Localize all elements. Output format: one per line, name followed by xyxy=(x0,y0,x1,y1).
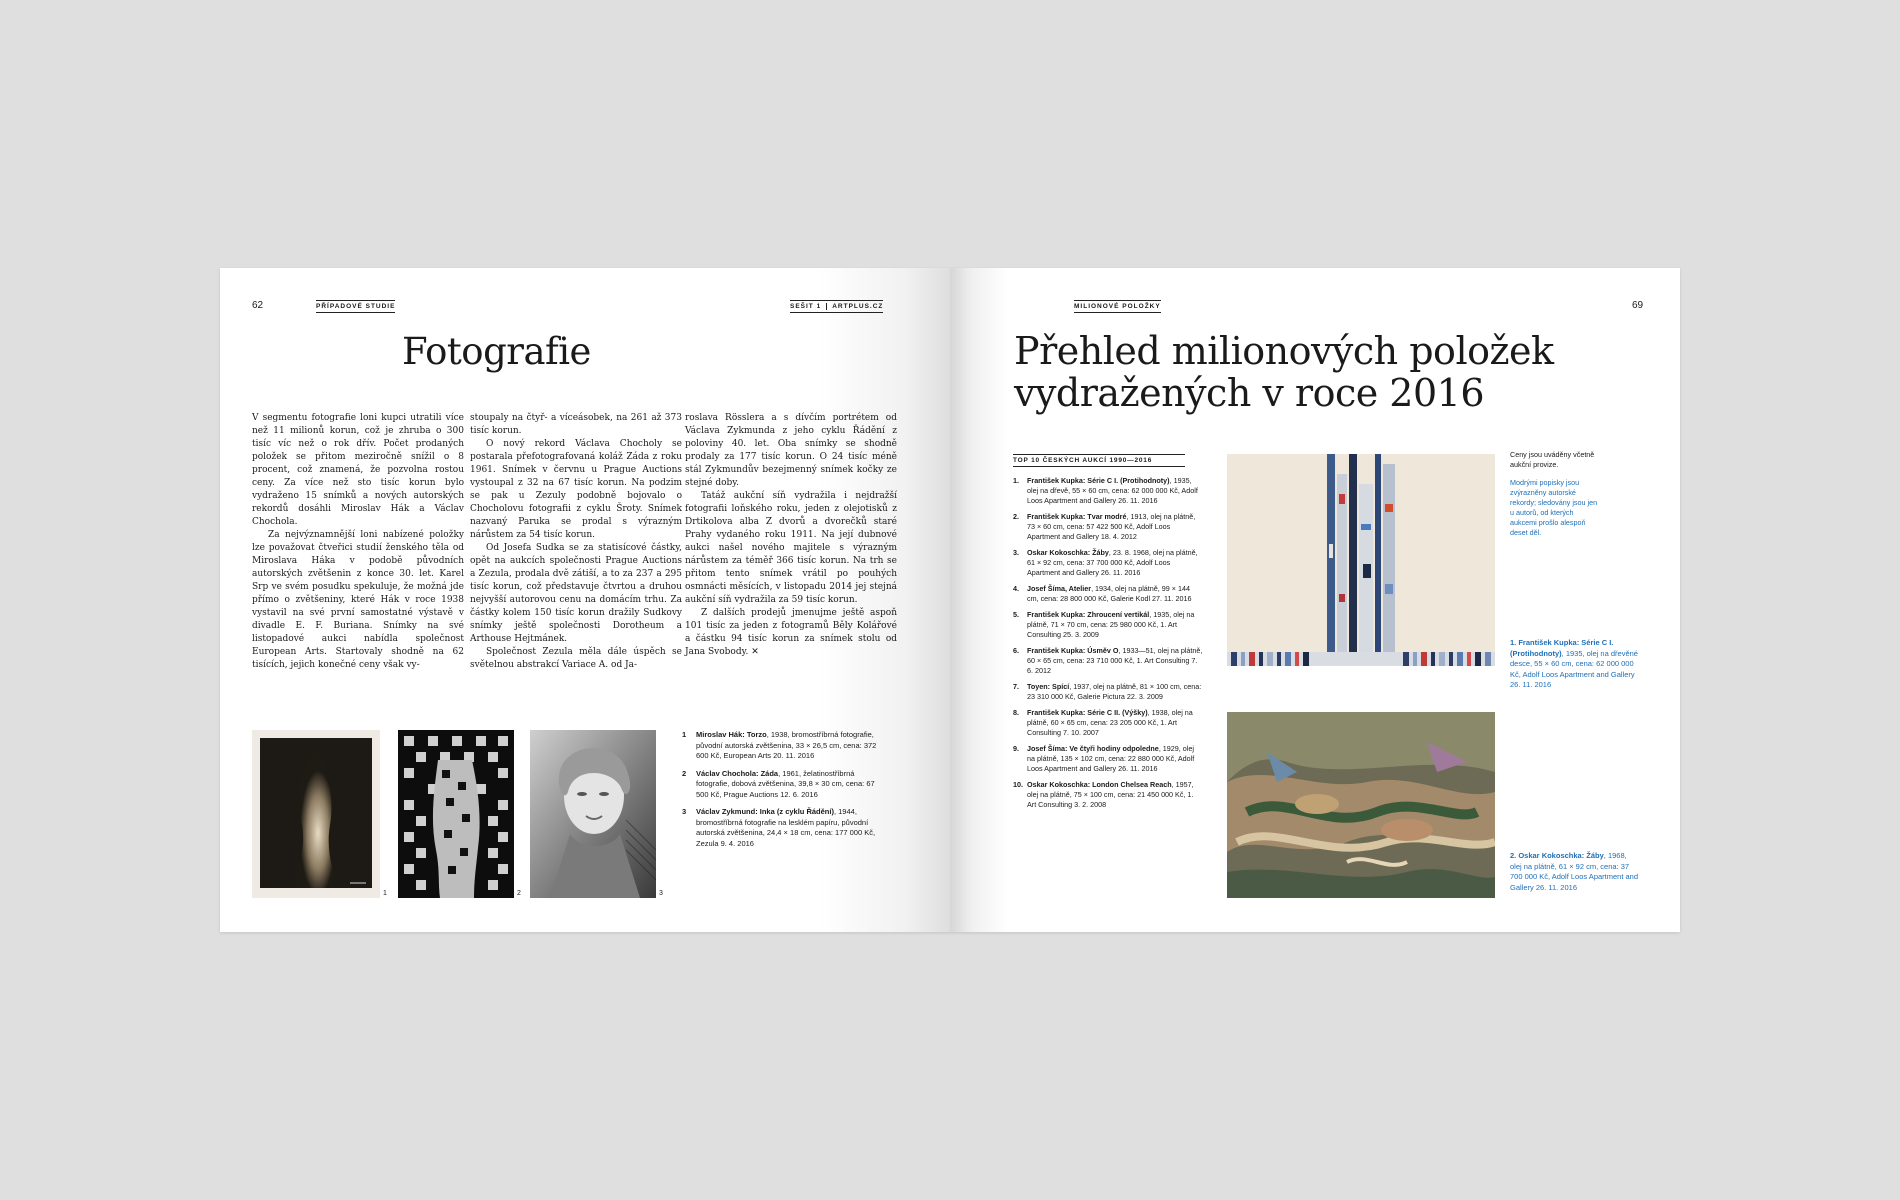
magazine-spread xyxy=(220,268,1680,932)
artwork-kokoschka xyxy=(1227,712,1495,898)
caption-head: Václav Chochola: Záda xyxy=(696,768,779,778)
title-line-1: Přehled milionových položek xyxy=(1014,329,1554,373)
caption-text: , 1961, želatinostříbrná fotografie, dobová zvětšenina, 39,8 × 30 cm, cena: 67 500 Kč, Prague Auctions 12. 6. 2016 xyxy=(696,768,875,799)
list-number: 6. xyxy=(1013,646,1019,655)
photo-number: 2 xyxy=(517,890,521,897)
list-item xyxy=(1013,646,1203,676)
caption-head: Miroslav Hák: Torzo xyxy=(696,730,767,739)
left-page xyxy=(220,268,950,932)
page-title-prehled xyxy=(1014,330,1614,414)
artwork-caption-head: 2. Oskar Kokoschka: Žáby xyxy=(1510,851,1604,860)
series-tag xyxy=(790,300,883,313)
site-tag-label: ARTPLUS.CZ xyxy=(832,303,884,310)
paragraph: Od Josefa Sudka se za statisícové částky, opět na aukcích společnosti Prague Auctions a Zezula, prodala dvě zátiší, a to za 237 a 295 tisíc korun, což představuje čtvrtou a druhou nejvyšší autorovou cenu na domácím trhu. Za částky kolem 150 tisíc korun dražily Sudkovy snímky ještě společnosti Dorotheum a Arthouse Hejtmánek. xyxy=(470,543,682,644)
paragraph: Společnost Zezula měla dále úspěch se světelnou abstrakcí Variace A. od Ja- xyxy=(470,647,682,670)
list-text: , 1937, olej na plátně, 81 × 100 cm, cena: 23 310 000 Kč, Galerie Pictura 22. 3. 2009 xyxy=(1027,682,1202,701)
artwork-caption-1 xyxy=(1510,638,1640,691)
caption-text: , 1938, bromostříbrná fotografie, původní autorská zvětšenina, 33 × 26,5 cm, cena: 372 600 Kč, European Arts 20. 11. 2016 xyxy=(696,730,877,760)
paragraph: Za nejvýznamnější loni nabízené položky lze považovat čtveřici studií ženského těla od Miroslava Háka v podobě původních autorských zvětšenin z konce 30. let. Karel Srp ve svém posudku spekuluje, že možná jde přímo o zvětšeniny, které Hák v roce 1938 vystavil na své první samostatné výstavě v divadle E. F. Buriana. Snímky na své listopadové aukci nabídla společnost European Arts. Startovaly shodně na 62 tisících, jejich konečné ceny však vy- xyxy=(252,530,464,670)
series-tag-label: SEŠIT 1 xyxy=(790,303,822,310)
top10-list xyxy=(1013,476,1203,816)
list-number: 9. xyxy=(1013,744,1019,753)
list-item xyxy=(1013,584,1203,604)
caption-number: 3 xyxy=(682,807,687,816)
list-text: , 1957, olej na plátně, 75 × 100 cm, cena: 21 450 000 Kč, 1. Art Consulting 3. 2. 2008 xyxy=(1027,780,1194,809)
list-text: , 23. 8. 1968, olej na plátně, 61 × 92 cm, cena: 37 700 000 Kč, Adolf Loos Apartment and Gallery 26. 11. 2016 xyxy=(1027,548,1198,577)
side-note xyxy=(1510,450,1600,538)
paragraph: O nový rekord Václava Chocholy se postarala přefotografovaná koláž Záda z roku 1961. Snímek v červnu u Prague Auctions vystoupal z 32 na 67 tisíc korun. Na podzim se pak u Zezuly podobně bojovalo o Chocholovu fotografii z cyklu Šroty. Snímek nazvaný Paruka se prodal s výrazným nárůstem za 54 tisíc korun. xyxy=(470,439,682,540)
photo-captions xyxy=(682,730,882,856)
list-head: František Kupka: Tvar modré xyxy=(1027,512,1127,521)
caption-number: 1 xyxy=(682,730,687,739)
text-column-1 xyxy=(252,412,464,672)
artwork-caption-head: 1. František Kupka: Série C I. (Protihodnoty) xyxy=(1510,638,1614,658)
list-head: František Kupka: Série C II. (Výšky) xyxy=(1027,708,1148,717)
list-number: 8. xyxy=(1013,708,1019,717)
list-head: Oskar Kokoschka: London Chelsea Reach xyxy=(1027,780,1172,789)
photo-number: 3 xyxy=(659,890,663,897)
section-tag-left: PŘÍPADOVÉ STUDIE xyxy=(316,300,395,313)
page-title-fotografie: Fotografie xyxy=(402,330,591,373)
list-item xyxy=(1013,708,1203,738)
list-number: 2. xyxy=(1013,512,1019,521)
list-text: , 1934, olej na plátně, 99 × 144 cm, cena: 28 800 000 Kč, Galerie Kodl 27. 11. 2016 xyxy=(1027,584,1192,603)
photo-number: 1 xyxy=(383,890,387,897)
list-item xyxy=(1013,744,1203,774)
artwork-kupka xyxy=(1227,454,1495,666)
caption-item xyxy=(682,807,882,849)
caption-text: , 1944, bromostříbrná fotografie na lesklém papíru, původní autorská zvětšenina, 24,4 × 18 cm, cena: 177 000 Kč, Zezula 9. 4. 2016 xyxy=(696,807,876,848)
photo-zada xyxy=(398,730,514,898)
list-text: , 1935, olej na plátně, 71 × 70 cm, cena: 25 980 000 Kč, 1. Art Consulting 25. 3. 2009 xyxy=(1027,610,1195,639)
list-item xyxy=(1013,610,1203,640)
text-column-3 xyxy=(685,412,897,659)
list-head: Josef Šíma: Ve čtyři hodiny odpoledne xyxy=(1027,744,1159,753)
list-item xyxy=(1013,548,1203,578)
photo-inka xyxy=(530,730,656,898)
list-text: , 1935, olej na dřevě, 55 × 60 cm, cena: 62 000 000 Kč, Adolf Loos Apartment and Gallery 26. 11. 2016 xyxy=(1027,476,1198,505)
list-item xyxy=(1013,780,1203,810)
artwork-caption-text: , 1935, olej na dřevěné desce, 55 × 60 cm, cena: 62 000 000 Kč, Adolf Loos Apartment and Gallery 26. 11. 2016 xyxy=(1510,648,1638,689)
list-text: , 1929, olej na plátně, 135 × 102 cm, cena: 22 880 000 Kč, Adolf Loos Apartment and Gallery 26. 11. 2016 xyxy=(1027,744,1195,773)
caption-number: 2 xyxy=(682,768,687,778)
paragraph: Z dalších prodejů jmenujme ještě aspoň 101 tisíc za jeden z fotogramů Běly Kolářové a částku 94 tisíc korun za snímek stolu od Jana Svobody. ✕ xyxy=(685,608,897,657)
list-text: , 1938, olej na plátně, 60 × 65 cm, cena: 23 205 000 Kč, 1. Art Consulting 7. 10. 2007 xyxy=(1027,708,1193,737)
caption-item xyxy=(682,769,882,801)
list-text: , 1913, olej na plátně, 73 × 60 cm, cena: 57 422 500 Kč, Adolf Loos Apartment and Gallery 18. 4. 2012 xyxy=(1027,512,1196,541)
list-number: 7. xyxy=(1013,682,1019,691)
paragraph: Tatáž aukční síň vydražila i nejdražší fotografii loňského roku, jeden z olejotisků z Drtikolova alba Z dvorů a dvorečků staré Prahy vydaného roku 1911. Na její dubnové aukci našel nového majitele s výrazným nárůstem za téměř 366 tisíc korun. Na trh se přitom tento snímek vrátil po pouhých osmnácti měsících, v listopadu 2014 jej stejná aukční síň vydražila za 59 tisíc korun. xyxy=(685,491,897,605)
title-line-2: vydražených v roce 2016 xyxy=(1014,371,1485,415)
right-page xyxy=(950,268,1680,932)
side-note-blue: Modrými popisky jsou zvýrazněny autorské rekordy; sledovány jsou jen u autorů, od kterých aukcemi prošlo alespoň deset děl. xyxy=(1510,478,1598,537)
page-number-left: 62 xyxy=(252,300,264,311)
list-number: 5. xyxy=(1013,610,1019,619)
list-head: Oskar Kokoschka: Žáby xyxy=(1027,548,1109,557)
side-note-text: Ceny jsou uváděny včetně aukční provize. xyxy=(1510,450,1595,469)
list-head: František Kupka: Série C I. (Protihodnoty) xyxy=(1027,476,1170,485)
artwork-caption-2 xyxy=(1510,851,1640,893)
list-item xyxy=(1013,682,1203,702)
artwork-caption-text: , 1968, olej na plátně, 61 × 92 cm, cena: 37 700 000 Kč, Adolf Loos Apartment and Gallery 26. 11. 2016 xyxy=(1510,851,1639,892)
top10-list-title: TOP 10 ČESKÝCH AUKCÍ 1990—2016 xyxy=(1013,454,1185,467)
page-number-right: 69 xyxy=(1632,300,1644,311)
text-column-2 xyxy=(470,412,682,672)
list-item xyxy=(1013,476,1203,506)
list-text: , 1933—51, olej na plátně, 60 × 65 cm, cena: 23 710 000 Kč, 1. Art Consulting 7. 6. 2012 xyxy=(1027,646,1203,675)
list-head: František Kupka: Zhroucení vertikál xyxy=(1027,610,1150,619)
list-number: 10. xyxy=(1013,780,1023,789)
caption-item xyxy=(682,730,882,762)
list-head: Toyen: Spící xyxy=(1027,682,1070,691)
caption-head: Václav Zykmund: Inka (z cyklu Řádění) xyxy=(696,807,834,816)
list-item xyxy=(1013,512,1203,542)
paragraph: stoupaly na čtyř- a víceásobek, na 261 až 373 tisíc korun. xyxy=(470,413,682,436)
list-head: František Kupka: Úsměv O xyxy=(1027,646,1119,655)
photo-torzo xyxy=(252,730,380,898)
list-number: 4. xyxy=(1013,584,1019,593)
list-number: 3. xyxy=(1013,548,1019,557)
list-number: 1. xyxy=(1013,476,1019,485)
paragraph: V segmentu fotografie loni kupci utratili více než 11 milionů korun, což je zhruba o 300 tisíc víc než o rok dřív. Počet prodaných položek se přitom meziročně snížil o 8 procent, což znamená, že pozvolna rostou ceny. Za více než sto tisíc korun bylo vydraženo 15 snímků a nových autorských rekordů dosáhli Miroslav Hák a Václav Chochola. xyxy=(252,413,464,527)
section-tag-right: MILIONOVÉ POLOŽKY xyxy=(1074,300,1161,313)
list-head: Josef Šíma, Atelier xyxy=(1027,584,1092,593)
paragraph: roslava Rösslera a s dívčím portrétem od Václava Zykmunda z jeho cyklu Řádění z poloviny 40. let. Oba snímky se shodně prodaly za 177 tisíc korun. O 24 tisíc méně stál Zykmundův bezejmenný snímek kočky ze stejné doby. xyxy=(685,413,897,488)
